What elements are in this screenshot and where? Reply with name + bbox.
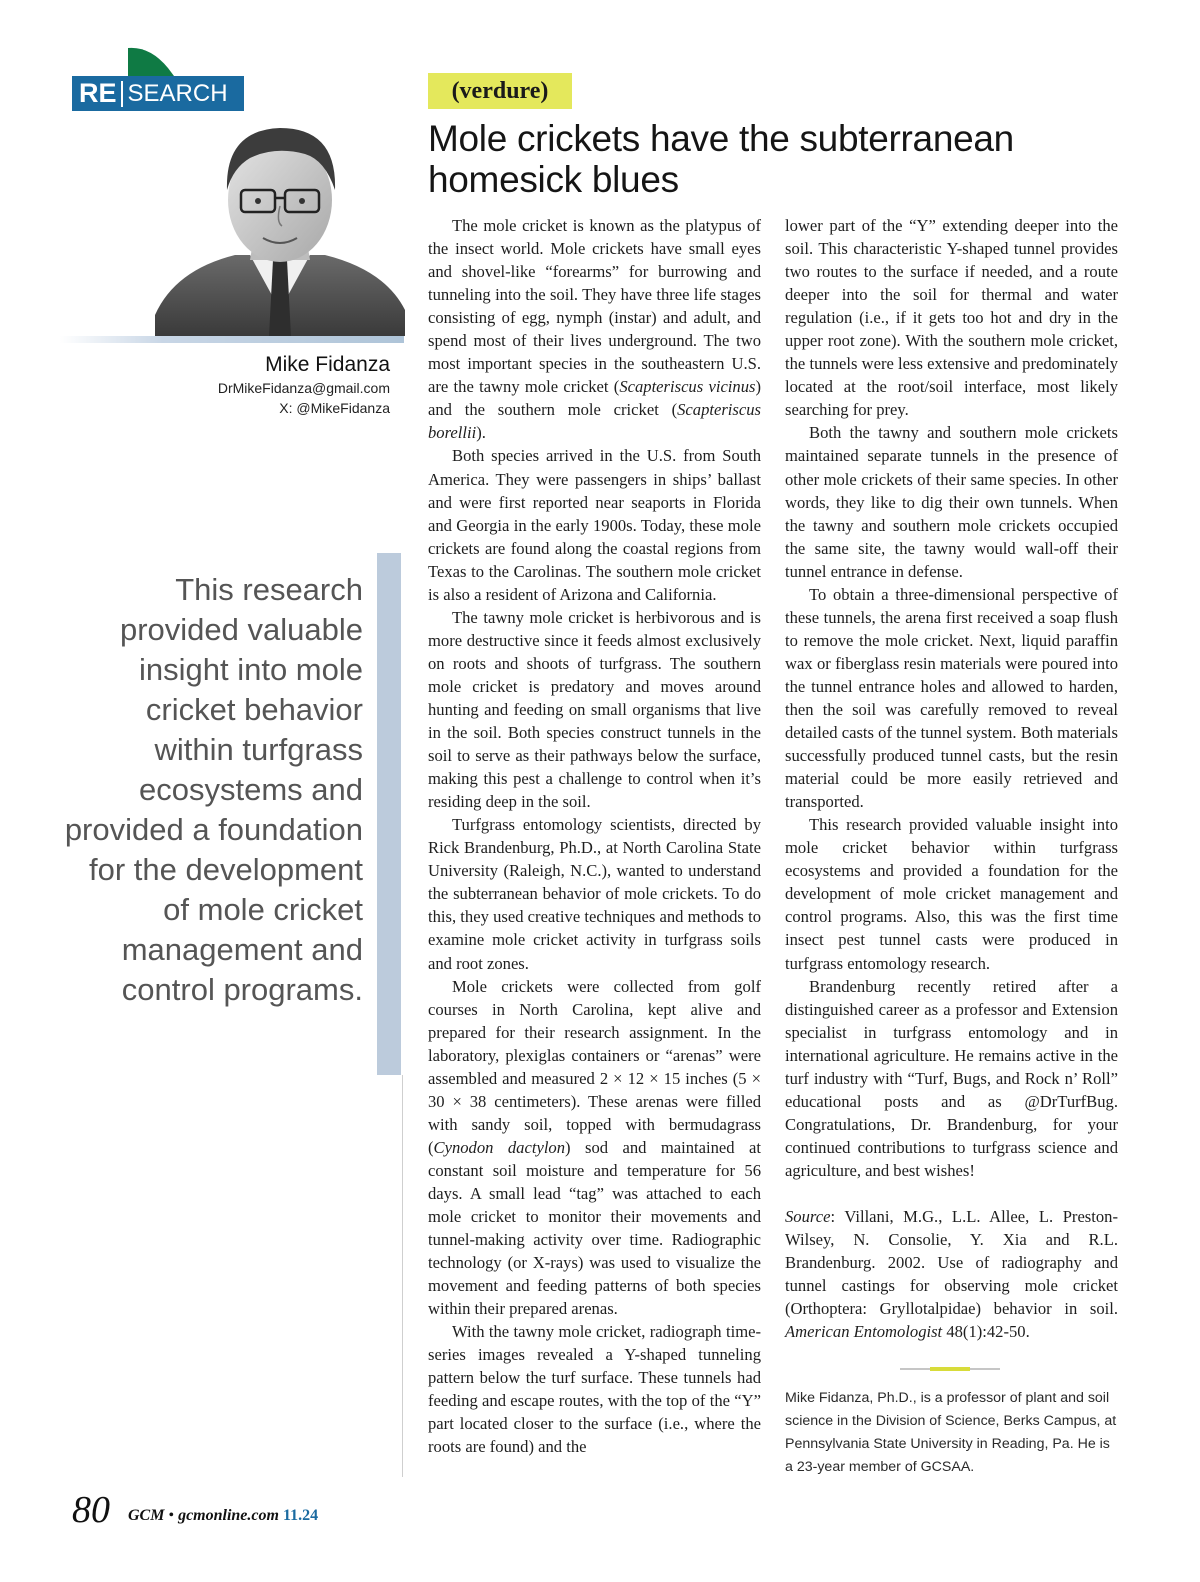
paragraph: lower part of the “Y” extending deeper into the soil. This characteristic Y-shaped tunnel provides two routes to the surface if needed, and a route deeper into the soil for thermal and water regulation (i.e., if it gets too hot and dry in the upper root zone). With the southern mole cricket, the tunnels were less extensive and predominately located at the root/soil interface, most likely searching for prey.	[785, 216, 1118, 420]
website-link[interactable]: gcmonline.com	[178, 1507, 279, 1524]
author-name: Mike Fidanza	[265, 353, 390, 376]
leaf-logo-icon	[128, 46, 174, 76]
paragraph: The tawny mole cricket is herbivorous and is more destructive since it feeds almost exclusively on roots and shoots of turfgrass. The southern mole cricket is predatory and moves around hunting and feeding on small organisms that live in the soil. Both species construct tunnels in the soil to serve as their pathways below the surface, making this pest a challenge to control when it’s residing deep in the soil.	[428, 607, 761, 812]
source-citation: Source: Villani, M.G., L.L. Allee, L. Preston-Wilsey, N. Consolie, Y. Xia and R.L. Brandenburg. 2002. Use of radiography and tunnel castings for observing mole cricket (Orthoptera: Gryllotalpidae) behavior in soil. American Entomologist 48(1):42-50.	[785, 1206, 1118, 1342]
page-number: 80	[72, 1489, 110, 1531]
author-email[interactable]: DrMikeFidanza@gmail.com	[217, 380, 390, 396]
species-name: Scapteriscus vicinus	[619, 377, 756, 397]
paragraph: With the tawny mole cricket, radiograph time-series images revealed a Y-shaped tunneling pattern below the turf surface. These tunnels had feeding and escape routes, with the top of the “Y” part located closer to the surface (i.e., where the roots are found) and the	[428, 1322, 761, 1457]
research-logo	[72, 76, 244, 111]
paragraph: To obtain a three-dimensional perspective of these tunnels, the arena first received a soap flush to remove the mole cricket. Next, liquid paraffin wax or fiberglass resin materials were poured into the tunnel entrance holes and allowed to harden, then the soil was carefully removed to reveal detailed casts of the tunnel system. Both materials successfully produced tunnel casts, but the resin material could be more easily retrieved and transported.	[785, 584, 1118, 812]
magazine-name: GCM	[128, 1507, 165, 1524]
header-gradient-rule	[60, 336, 404, 343]
logo-divider	[121, 81, 123, 107]
paragraph: This research provided valuable insight into mole cricket behavior within turfgrass ecosystems and provided a foundation for the development of mole cricket management and control programs. Also, this was the first time insect pest tunnel casts were produced in turfgrass entomology research.	[785, 815, 1118, 973]
paragraph: Both the tawny and southern mole crickets maintained separate tunnels in the presence of other mole crickets of their same species. In other words, they like to dig their own tunnels. When the tawny and southern mole crickets occupied the same site, the tawny would wall-off their tunnel entrance in defense.	[785, 423, 1118, 581]
footer-publication: GCM • gcmonline.com 11.24	[128, 1507, 319, 1524]
author-portrait	[155, 110, 405, 336]
species-name: Cynodon dactylon	[433, 1137, 566, 1157]
logo-re-text: RE	[79, 78, 117, 108]
paragraph: Brandenburg recently retired after a distinguished career as a professor and Extension specialist in turfgrass entomology and in international agriculture. He remains active in the turf industry with “Turf, Bugs, and Rock n’ Roll” educational posts and as @DrTurfBug. Congratulations, Dr. Brandenburg, for your continued contributions to turfgrass science and agriculture, and best wishes!	[785, 976, 1118, 1180]
journal-name: American Entomologist	[785, 1322, 943, 1342]
paragraph: Turfgrass entomology scientists, directed by Rick Brandenburg, Ph.D., at North Carolina State University (Raleigh, N.C.), wanted to understand the subterranean behavior of mole crickets. To do this, they used creative techniques and methods to examine mole cricket activity in turfgrass soils and root zones.	[428, 815, 761, 973]
species-name: Scapteriscus borellii	[428, 400, 761, 443]
pull-quote: This research provided valuable insight into mole cricket behavior within turfgrass ecosystems and provided a foundation for the development of mole cricket management and control programs.	[64, 572, 363, 1007]
source-label: Source	[785, 1206, 831, 1226]
article-headline: Mole crickets have the subterranean homesick blues	[428, 118, 1014, 200]
section-tag: (verdure)	[428, 73, 572, 109]
bio-divider	[900, 1367, 1000, 1371]
logo-search-text: SEARCH	[127, 79, 228, 107]
author-bio: Mike Fidanza, Ph.D., is a professor of plant and soil science in the Division of Science, Berks Campus, at Pennsylvania State University in Reading, Pa. He is a 23-year member of GCSAA.	[785, 1390, 1117, 1475]
article-column-1	[428, 214, 761, 1459]
author-x-handle[interactable]: X: @MikeFidanza	[279, 400, 390, 416]
article-column-2	[785, 214, 1118, 1343]
issue-date: 11.24	[282, 1507, 319, 1524]
paragraph: Both species arrived in the U.S. from South America. They were passengers in ships’ ballast and were first reported near seaports in Florida and Georgia in the early 1900s. Today, these mole crickets are found along the coastal regions from Texas to the Carolinas. The southern mole cricket is also a resident of Arizona and California.	[428, 446, 761, 604]
paragraph: Mole crickets were collected from golf courses in North Carolina, kept alive and prepared for their research assignment. In the laboratory, plexiglas containers or “arenas” were assembled and measured 2 × 12 × 15 inches (5 × 30 × 38 centimeters). These arenas were filled with sandy soil, topped with bermudagrass (Cynodon dactylon) sod and maintained at constant soil moisture and temperature for 56 days. A small lead “tag” was attached to each mole cricket to monitor their movements and tunnel-making activity over time. Radiographic technology (or X-rays) was used to visualize the movement and feeding patterns of both species within their prepared arenas.	[428, 976, 761, 1319]
pull-quote-bar	[377, 553, 401, 1075]
paragraph: The mole cricket is known as the platypus of the insect world. Mole crickets have small eyes and shovel-like “forearms” for burrowing and tunneling into the soil. They have three life stages consisting of egg, nymph (instar) and adult, and spend most of their lives underground. The two most important species in the southeastern U.S. are the tawny mole cricket (Scapteriscus vicinus) and the southern mole cricket (Scapteriscus borellii).	[428, 216, 761, 443]
column-divider	[402, 1075, 403, 1477]
